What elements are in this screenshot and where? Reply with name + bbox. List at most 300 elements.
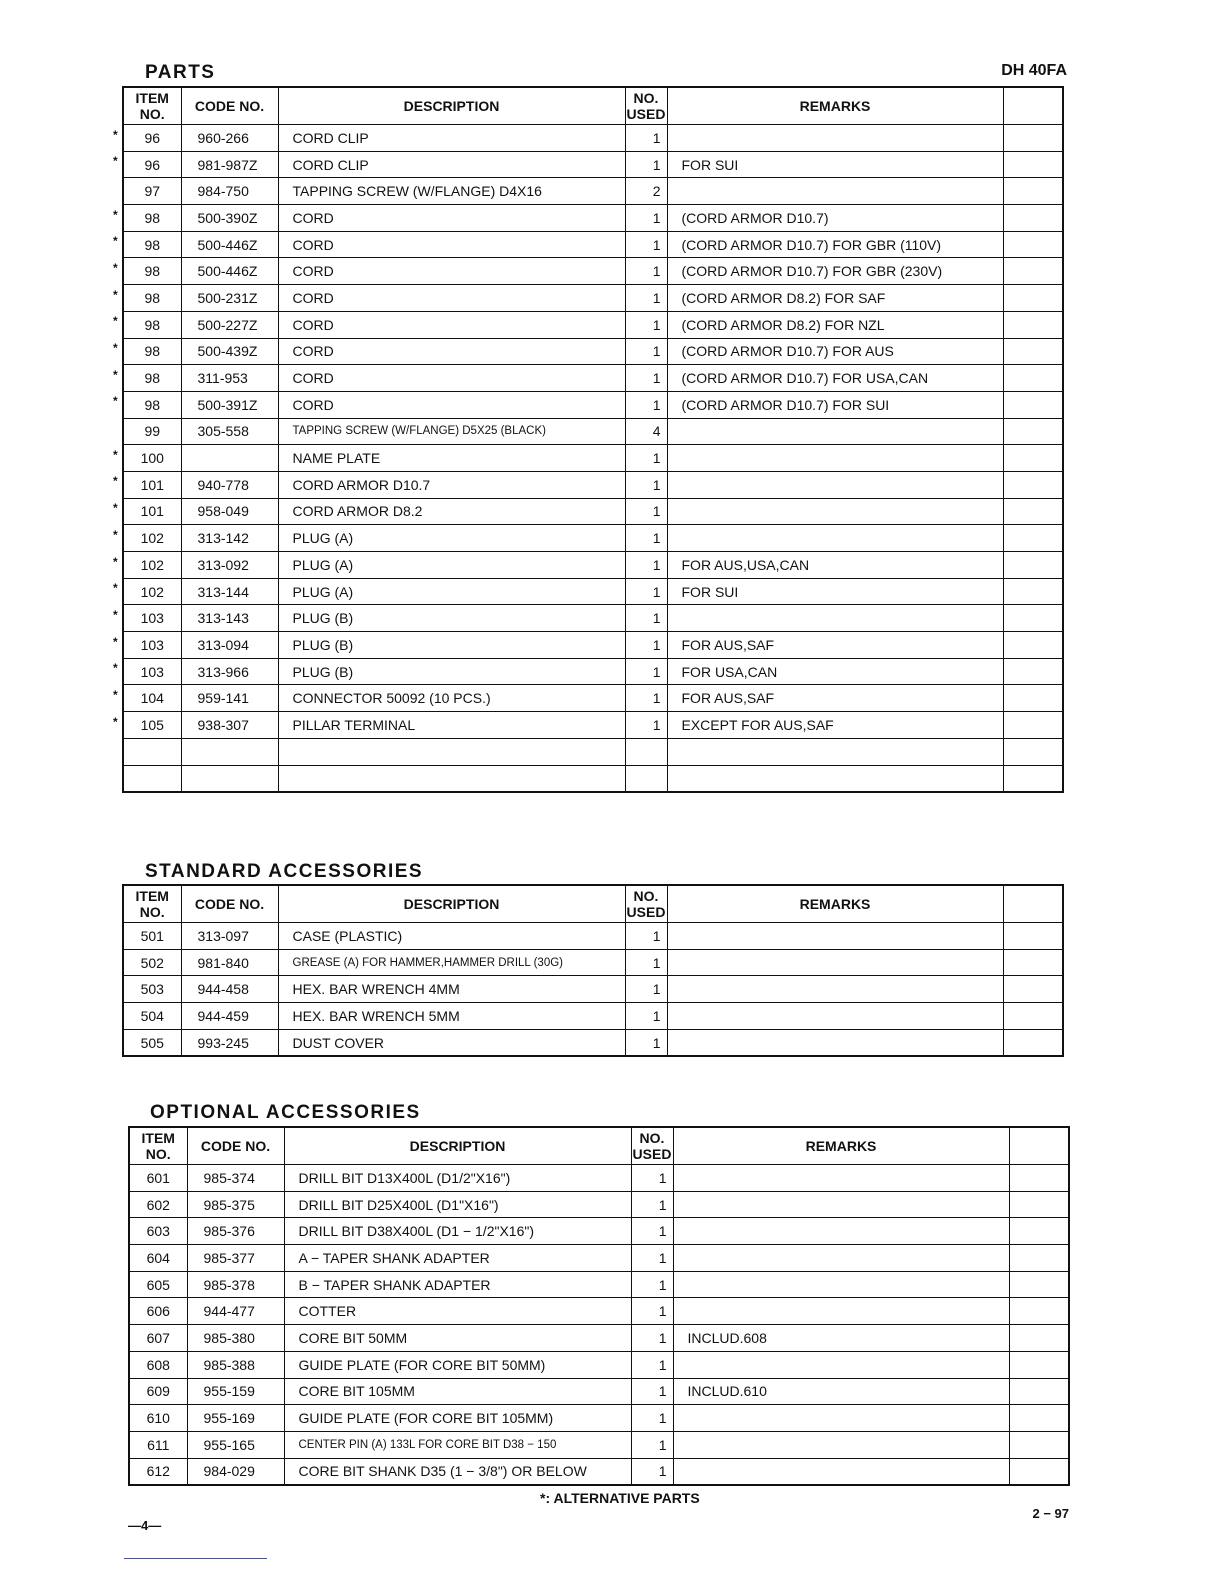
optional-cell-blank bbox=[1009, 1298, 1069, 1325]
parts-cell-used: 1 bbox=[625, 632, 667, 659]
optional-cell-used: 1 bbox=[631, 1298, 673, 1325]
optional-cell-code: 944-477 bbox=[187, 1298, 284, 1325]
alternative-part-marker: * bbox=[113, 555, 118, 569]
parts-cell-item: 96 bbox=[123, 151, 181, 178]
parts-row bbox=[123, 658, 1063, 685]
parts-cell-code: 984-750 bbox=[181, 178, 278, 205]
standard-cell-item: 504 bbox=[123, 1003, 181, 1030]
parts-cell-used: 1 bbox=[625, 578, 667, 605]
optional-cell-remarks bbox=[673, 1191, 1009, 1218]
standard-cell-blank bbox=[1003, 923, 1063, 950]
standard-cell-used: 1 bbox=[625, 949, 667, 976]
parts-cell-remarks bbox=[667, 765, 1003, 792]
optional-cell-desc: DRILL BIT D38X400L (D1 − 1/2"X16") bbox=[284, 1218, 631, 1245]
standard-row bbox=[123, 1003, 1063, 1030]
parts-cell-item: 97 bbox=[123, 178, 181, 205]
parts-cell-used: 1 bbox=[625, 471, 667, 498]
optional-row bbox=[129, 1378, 1069, 1405]
alternative-part-marker: * bbox=[113, 208, 118, 222]
parts-cell-item: 102 bbox=[123, 552, 181, 579]
parts-cell-code: 500-227Z bbox=[181, 311, 278, 338]
parts-row bbox=[123, 178, 1063, 205]
parts-cell-code: 313-092 bbox=[181, 552, 278, 579]
parts-cell-remarks: (CORD ARMOR D10.7) FOR USA,CAN bbox=[667, 365, 1003, 392]
standard-cell-remarks bbox=[667, 976, 1003, 1003]
parts-cell-code: 500-231Z bbox=[181, 285, 278, 312]
optional-cell-used: 1 bbox=[631, 1351, 673, 1378]
standard-cell-desc: GREASE (A) FOR HAMMER,HAMMER DRILL (30G) bbox=[278, 949, 625, 976]
optional-cell-item: 608 bbox=[129, 1351, 187, 1378]
parts-cell-item: 105 bbox=[123, 712, 181, 739]
code-no-header: CODE NO. bbox=[181, 885, 278, 923]
alternative-part-marker: * bbox=[113, 528, 118, 542]
parts-cell-desc: PLUG (A) bbox=[278, 525, 625, 552]
parts-cell-blank bbox=[1003, 178, 1063, 205]
standard-cell-blank bbox=[1003, 1029, 1063, 1056]
parts-cell-remarks bbox=[667, 605, 1003, 632]
parts-cell-used: 4 bbox=[625, 418, 667, 445]
optional-cell-code: 955-159 bbox=[187, 1378, 284, 1405]
parts-cell-code: 500-391Z bbox=[181, 391, 278, 418]
optional-cell-blank bbox=[1009, 1191, 1069, 1218]
blank-header bbox=[1003, 885, 1063, 923]
blank-header bbox=[1009, 1127, 1069, 1165]
parts-cell-code: 960-266 bbox=[181, 125, 278, 152]
parts-row bbox=[123, 338, 1063, 365]
optional-cell-code: 955-169 bbox=[187, 1405, 284, 1432]
optional-cell-used: 1 bbox=[631, 1218, 673, 1245]
parts-cell-remarks: (CORD ARMOR D10.7) FOR SUI bbox=[667, 391, 1003, 418]
parts-row bbox=[123, 712, 1063, 739]
parts-cell-desc: CORD bbox=[278, 365, 625, 392]
parts-cell-desc: CORD ARMOR D8.2 bbox=[278, 498, 625, 525]
optional-cell-blank bbox=[1009, 1458, 1069, 1485]
parts-cell-used: 1 bbox=[625, 258, 667, 285]
parts-cell-used: 1 bbox=[625, 445, 667, 472]
optional-row bbox=[129, 1458, 1069, 1485]
parts-title: PARTS bbox=[145, 62, 216, 83]
parts-cell-desc: CORD bbox=[278, 391, 625, 418]
optional-cell-blank bbox=[1009, 1405, 1069, 1432]
parts-cell-item: 103 bbox=[123, 605, 181, 632]
parts-cell-blank bbox=[1003, 338, 1063, 365]
standard-cell-desc: HEX. BAR WRENCH 4MM bbox=[278, 976, 625, 1003]
parts-cell-remarks bbox=[667, 445, 1003, 472]
parts-cell-used: 2 bbox=[625, 178, 667, 205]
parts-row bbox=[123, 605, 1063, 632]
parts-cell-blank bbox=[1003, 311, 1063, 338]
alternative-part-marker: * bbox=[113, 608, 118, 622]
standard-cell-code: 313-097 bbox=[181, 923, 278, 950]
parts-cell-code: 940-778 bbox=[181, 471, 278, 498]
model-number: DH 40FA bbox=[1001, 62, 1067, 79]
standard-cell-used: 1 bbox=[625, 1003, 667, 1030]
alternative-part-marker: * bbox=[113, 234, 118, 248]
parts-cell-remarks: FOR USA,CAN bbox=[667, 658, 1003, 685]
optional-cell-desc: GUIDE PLATE (FOR CORE BIT 105MM) bbox=[284, 1405, 631, 1432]
parts-row bbox=[123, 765, 1063, 792]
optional-cell-desc: DRILL BIT D13X400L (D1/2"X16") bbox=[284, 1165, 631, 1192]
parts-cell-used: 1 bbox=[625, 205, 667, 232]
standard-accessories-table bbox=[122, 884, 1064, 1057]
parts-cell-item: 99 bbox=[123, 418, 181, 445]
parts-cell-item: 102 bbox=[123, 525, 181, 552]
parts-cell-used: 1 bbox=[625, 125, 667, 152]
standard-cell-item: 502 bbox=[123, 949, 181, 976]
optional-cell-desc: COTTER bbox=[284, 1298, 631, 1325]
parts-cell-blank bbox=[1003, 125, 1063, 152]
optional-cell-used: 1 bbox=[631, 1245, 673, 1272]
standard-cell-remarks bbox=[667, 923, 1003, 950]
parts-cell-desc: CORD bbox=[278, 285, 625, 312]
parts-cell-remarks bbox=[667, 498, 1003, 525]
parts-cell-blank bbox=[1003, 151, 1063, 178]
parts-cell-item: 103 bbox=[123, 658, 181, 685]
parts-row bbox=[123, 365, 1063, 392]
parts-cell-used: 1 bbox=[625, 712, 667, 739]
alternative-part-marker: * bbox=[113, 474, 118, 488]
remarks-header: REMARKS bbox=[667, 885, 1003, 923]
optional-accessories-title: OPTIONAL ACCESSORIES bbox=[150, 1102, 421, 1123]
parts-cell-item bbox=[123, 738, 181, 765]
optional-cell-remarks bbox=[673, 1458, 1009, 1485]
description-header: DESCRIPTION bbox=[278, 885, 625, 923]
optional-row bbox=[129, 1298, 1069, 1325]
optional-cell-item: 604 bbox=[129, 1245, 187, 1272]
parts-row bbox=[123, 578, 1063, 605]
optional-cell-desc: GUIDE PLATE (FOR CORE BIT 50MM) bbox=[284, 1351, 631, 1378]
optional-cell-code: 985-380 bbox=[187, 1325, 284, 1352]
parts-table bbox=[122, 86, 1064, 793]
parts-cell-desc: PLUG (B) bbox=[278, 632, 625, 659]
parts-cell-item: 98 bbox=[123, 258, 181, 285]
parts-cell-used: 1 bbox=[625, 525, 667, 552]
alternative-part-marker: * bbox=[113, 154, 118, 168]
optional-cell-code: 984-029 bbox=[187, 1458, 284, 1485]
alternative-part-marker: * bbox=[113, 661, 118, 675]
parts-cell-used: 1 bbox=[625, 338, 667, 365]
parts-cell-code: 981-987Z bbox=[181, 151, 278, 178]
parts-row bbox=[123, 445, 1063, 472]
parts-cell-item: 102 bbox=[123, 578, 181, 605]
parts-cell-desc: PLUG (A) bbox=[278, 552, 625, 579]
parts-cell-item: 101 bbox=[123, 498, 181, 525]
optional-cell-remarks: INCLUD.610 bbox=[673, 1378, 1009, 1405]
standard-cell-item: 501 bbox=[123, 923, 181, 950]
date-code: 2 − 97 bbox=[1032, 1506, 1069, 1521]
no-used-header: NO. USED bbox=[625, 87, 667, 125]
parts-cell-blank bbox=[1003, 445, 1063, 472]
optional-cell-desc: DRILL BIT D25X400L (D1"X16") bbox=[284, 1191, 631, 1218]
parts-cell-blank bbox=[1003, 712, 1063, 739]
standard-row bbox=[123, 923, 1063, 950]
parts-cell-desc: CORD ARMOR D10.7 bbox=[278, 471, 625, 498]
alternative-part-marker: * bbox=[113, 635, 118, 649]
parts-cell-code: 500-390Z bbox=[181, 205, 278, 232]
parts-cell-used bbox=[625, 738, 667, 765]
parts-cell-item: 101 bbox=[123, 471, 181, 498]
parts-cell-code: 313-966 bbox=[181, 658, 278, 685]
parts-cell-desc: CORD CLIP bbox=[278, 125, 625, 152]
standard-cell-blank bbox=[1003, 976, 1063, 1003]
parts-cell-blank bbox=[1003, 525, 1063, 552]
alternative-part-marker: * bbox=[113, 581, 118, 595]
alternative-part-marker: * bbox=[113, 394, 118, 408]
parts-cell-used: 1 bbox=[625, 151, 667, 178]
parts-cell-desc: CORD bbox=[278, 205, 625, 232]
parts-cell-item: 98 bbox=[123, 365, 181, 392]
parts-cell-remarks: (CORD ARMOR D10.7) FOR GBR (110V) bbox=[667, 231, 1003, 258]
parts-cell-blank bbox=[1003, 258, 1063, 285]
parts-cell-code: 500-446Z bbox=[181, 231, 278, 258]
parts-cell-used: 1 bbox=[625, 285, 667, 312]
parts-row bbox=[123, 285, 1063, 312]
parts-cell-remarks bbox=[667, 738, 1003, 765]
optional-cell-remarks bbox=[673, 1431, 1009, 1458]
optional-cell-remarks bbox=[673, 1165, 1009, 1192]
optional-cell-used: 1 bbox=[631, 1271, 673, 1298]
standard-cell-code: 944-458 bbox=[181, 976, 278, 1003]
parts-cell-remarks: (CORD ARMOR D10.7) bbox=[667, 205, 1003, 232]
parts-cell-used: 1 bbox=[625, 685, 667, 712]
optional-cell-blank bbox=[1009, 1271, 1069, 1298]
parts-cell-desc: PLUG (A) bbox=[278, 578, 625, 605]
parts-cell-used: 1 bbox=[625, 658, 667, 685]
parts-cell-code: 305-558 bbox=[181, 418, 278, 445]
optional-cell-blank bbox=[1009, 1431, 1069, 1458]
parts-row bbox=[123, 685, 1063, 712]
optional-cell-item: 602 bbox=[129, 1191, 187, 1218]
standard-cell-blank bbox=[1003, 1003, 1063, 1030]
alternative-part-marker: * bbox=[113, 128, 118, 142]
optional-cell-item: 610 bbox=[129, 1405, 187, 1432]
parts-cell-used bbox=[625, 765, 667, 792]
parts-cell-code bbox=[181, 765, 278, 792]
parts-cell-code: 938-307 bbox=[181, 712, 278, 739]
parts-cell-desc: TAPPING SCREW (W/FLANGE) D4X16 bbox=[278, 178, 625, 205]
optional-row bbox=[129, 1325, 1069, 1352]
parts-cell-desc: PILLAR TERMINAL bbox=[278, 712, 625, 739]
parts-cell-remarks bbox=[667, 525, 1003, 552]
optional-cell-code: 985-388 bbox=[187, 1351, 284, 1378]
parts-cell-blank bbox=[1003, 365, 1063, 392]
standard-cell-desc: HEX. BAR WRENCH 5MM bbox=[278, 1003, 625, 1030]
optional-cell-desc: CENTER PIN (A) 133L FOR CORE BIT D38 − 150 bbox=[284, 1431, 631, 1458]
parts-cell-used: 1 bbox=[625, 391, 667, 418]
parts-cell-desc: CORD bbox=[278, 231, 625, 258]
parts-cell-blank bbox=[1003, 285, 1063, 312]
optional-cell-desc: CORE BIT 50MM bbox=[284, 1325, 631, 1352]
standard-cell-item: 503 bbox=[123, 976, 181, 1003]
description-header: DESCRIPTION bbox=[284, 1127, 631, 1165]
optional-row bbox=[129, 1218, 1069, 1245]
parts-cell-item: 98 bbox=[123, 391, 181, 418]
optional-cell-desc: CORE BIT SHANK D35 (1 − 3/8") OR BELOW bbox=[284, 1458, 631, 1485]
parts-cell-desc bbox=[278, 765, 625, 792]
parts-row bbox=[123, 231, 1063, 258]
parts-cell-code: 311-953 bbox=[181, 365, 278, 392]
parts-cell-desc: CORD bbox=[278, 258, 625, 285]
parts-cell-code: 959-141 bbox=[181, 685, 278, 712]
parts-cell-blank bbox=[1003, 552, 1063, 579]
parts-cell-blank bbox=[1003, 418, 1063, 445]
parts-cell-blank bbox=[1003, 765, 1063, 792]
optional-cell-desc: B − TAPER SHANK ADAPTER bbox=[284, 1271, 631, 1298]
parts-cell-used: 1 bbox=[625, 605, 667, 632]
parts-cell-remarks bbox=[667, 125, 1003, 152]
optional-cell-desc: A − TAPER SHANK ADAPTER bbox=[284, 1245, 631, 1272]
parts-cell-remarks: (CORD ARMOR D10.7) FOR AUS bbox=[667, 338, 1003, 365]
alternative-part-marker: * bbox=[113, 448, 118, 462]
parts-cell-blank bbox=[1003, 605, 1063, 632]
parts-row bbox=[123, 311, 1063, 338]
standard-cell-used: 1 bbox=[625, 923, 667, 950]
item-no-header: ITEM NO. bbox=[129, 1127, 187, 1165]
parts-cell-item: 98 bbox=[123, 205, 181, 232]
standard-cell-used: 1 bbox=[625, 1029, 667, 1056]
parts-cell-item: 98 bbox=[123, 311, 181, 338]
standard-cell-code: 993-245 bbox=[181, 1029, 278, 1056]
parts-cell-blank bbox=[1003, 658, 1063, 685]
parts-row bbox=[123, 632, 1063, 659]
parts-cell-used: 1 bbox=[625, 231, 667, 258]
optional-cell-remarks bbox=[673, 1351, 1009, 1378]
parts-cell-remarks bbox=[667, 418, 1003, 445]
parts-cell-desc: CONNECTOR 50092 (10 PCS.) bbox=[278, 685, 625, 712]
optional-cell-item: 605 bbox=[129, 1271, 187, 1298]
parts-cell-blank bbox=[1003, 231, 1063, 258]
no-used-header: NO. USED bbox=[631, 1127, 673, 1165]
optional-cell-code: 985-374 bbox=[187, 1165, 284, 1192]
standard-row bbox=[123, 949, 1063, 976]
standard-row bbox=[123, 1029, 1063, 1056]
blank-header bbox=[1003, 87, 1063, 125]
optional-cell-item: 603 bbox=[129, 1218, 187, 1245]
parts-cell-code: 958-049 bbox=[181, 498, 278, 525]
alternative-parts-footnote: *: ALTERNATIVE PARTS bbox=[540, 1490, 700, 1506]
parts-row bbox=[123, 552, 1063, 579]
parts-row bbox=[123, 125, 1063, 152]
parts-cell-blank bbox=[1003, 391, 1063, 418]
optional-cell-remarks bbox=[673, 1405, 1009, 1432]
optional-cell-code: 985-377 bbox=[187, 1245, 284, 1272]
parts-cell-blank bbox=[1003, 738, 1063, 765]
optional-cell-code: 985-376 bbox=[187, 1218, 284, 1245]
optional-cell-remarks: INCLUD.608 bbox=[673, 1325, 1009, 1352]
optional-cell-remarks bbox=[673, 1245, 1009, 1272]
optional-cell-item: 601 bbox=[129, 1165, 187, 1192]
standard-cell-remarks bbox=[667, 949, 1003, 976]
parts-row bbox=[123, 205, 1063, 232]
alternative-part-marker: * bbox=[113, 341, 118, 355]
alternative-part-marker: * bbox=[113, 368, 118, 382]
parts-cell-code: 500-446Z bbox=[181, 258, 278, 285]
parts-cell-item: 98 bbox=[123, 338, 181, 365]
parts-cell-item: 96 bbox=[123, 125, 181, 152]
parts-cell-item: 98 bbox=[123, 285, 181, 312]
parts-cell-blank bbox=[1003, 578, 1063, 605]
parts-cell-item bbox=[123, 765, 181, 792]
optional-cell-used: 1 bbox=[631, 1431, 673, 1458]
parts-cell-remarks: EXCEPT FOR AUS,SAF bbox=[667, 712, 1003, 739]
alternative-part-marker: * bbox=[113, 688, 118, 702]
parts-cell-used: 1 bbox=[625, 365, 667, 392]
parts-cell-used: 1 bbox=[625, 552, 667, 579]
standard-row bbox=[123, 976, 1063, 1003]
remarks-header: REMARKS bbox=[673, 1127, 1009, 1165]
parts-cell-remarks bbox=[667, 178, 1003, 205]
optional-row bbox=[129, 1271, 1069, 1298]
parts-cell-remarks: FOR AUS,USA,CAN bbox=[667, 552, 1003, 579]
parts-cell-item: 104 bbox=[123, 685, 181, 712]
parts-cell-remarks: FOR SUI bbox=[667, 151, 1003, 178]
optional-cell-blank bbox=[1009, 1218, 1069, 1245]
standard-cell-desc: DUST COVER bbox=[278, 1029, 625, 1056]
standard-cell-blank bbox=[1003, 949, 1063, 976]
optional-cell-item: 612 bbox=[129, 1458, 187, 1485]
parts-cell-desc: CORD bbox=[278, 338, 625, 365]
optional-row bbox=[129, 1351, 1069, 1378]
optional-cell-item: 609 bbox=[129, 1378, 187, 1405]
optional-cell-remarks bbox=[673, 1298, 1009, 1325]
standard-cell-desc: CASE (PLASTIC) bbox=[278, 923, 625, 950]
parts-cell-used: 1 bbox=[625, 498, 667, 525]
description-header: DESCRIPTION bbox=[278, 87, 625, 125]
optional-cell-blank bbox=[1009, 1378, 1069, 1405]
parts-row bbox=[123, 151, 1063, 178]
parts-cell-desc: NAME PLATE bbox=[278, 445, 625, 472]
alternative-part-marker: * bbox=[113, 501, 118, 515]
optional-cell-item: 607 bbox=[129, 1325, 187, 1352]
optional-cell-blank bbox=[1009, 1325, 1069, 1352]
parts-cell-remarks: FOR AUS,SAF bbox=[667, 685, 1003, 712]
parts-cell-remarks: (CORD ARMOR D8.2) FOR NZL bbox=[667, 311, 1003, 338]
parts-cell-item: 100 bbox=[123, 445, 181, 472]
parts-cell-remarks bbox=[667, 471, 1003, 498]
optional-cell-used: 1 bbox=[631, 1191, 673, 1218]
optional-cell-code: 985-375 bbox=[187, 1191, 284, 1218]
parts-cell-code: 313-094 bbox=[181, 632, 278, 659]
no-used-header: NO. USED bbox=[625, 885, 667, 923]
parts-cell-desc: TAPPING SCREW (W/FLANGE) D5X25 (BLACK) bbox=[278, 418, 625, 445]
parts-cell-remarks: (CORD ARMOR D8.2) FOR SAF bbox=[667, 285, 1003, 312]
parts-cell-remarks: (CORD ARMOR D10.7) FOR GBR (230V) bbox=[667, 258, 1003, 285]
parts-cell-code: 313-143 bbox=[181, 605, 278, 632]
code-no-header: CODE NO. bbox=[181, 87, 278, 125]
parts-cell-code: 313-144 bbox=[181, 578, 278, 605]
parts-cell-blank bbox=[1003, 205, 1063, 232]
parts-row bbox=[123, 258, 1063, 285]
optional-cell-used: 1 bbox=[631, 1458, 673, 1485]
parts-row bbox=[123, 498, 1063, 525]
optional-cell-remarks bbox=[673, 1218, 1009, 1245]
remarks-header: REMARKS bbox=[667, 87, 1003, 125]
parts-row bbox=[123, 471, 1063, 498]
alternative-part-marker: * bbox=[113, 314, 118, 328]
optional-accessories-table bbox=[128, 1126, 1070, 1486]
optional-cell-code: 955-165 bbox=[187, 1431, 284, 1458]
parts-cell-desc: CORD CLIP bbox=[278, 151, 625, 178]
parts-cell-desc: PLUG (B) bbox=[278, 658, 625, 685]
standard-cell-remarks bbox=[667, 1003, 1003, 1030]
parts-cell-code: 313-142 bbox=[181, 525, 278, 552]
parts-cell-desc bbox=[278, 738, 625, 765]
alternative-part-marker: * bbox=[113, 261, 118, 275]
parts-row bbox=[123, 525, 1063, 552]
optional-cell-item: 611 bbox=[129, 1431, 187, 1458]
standard-cell-code: 981-840 bbox=[181, 949, 278, 976]
standard-accessories-title: STANDARD ACCESSORIES bbox=[145, 861, 424, 882]
